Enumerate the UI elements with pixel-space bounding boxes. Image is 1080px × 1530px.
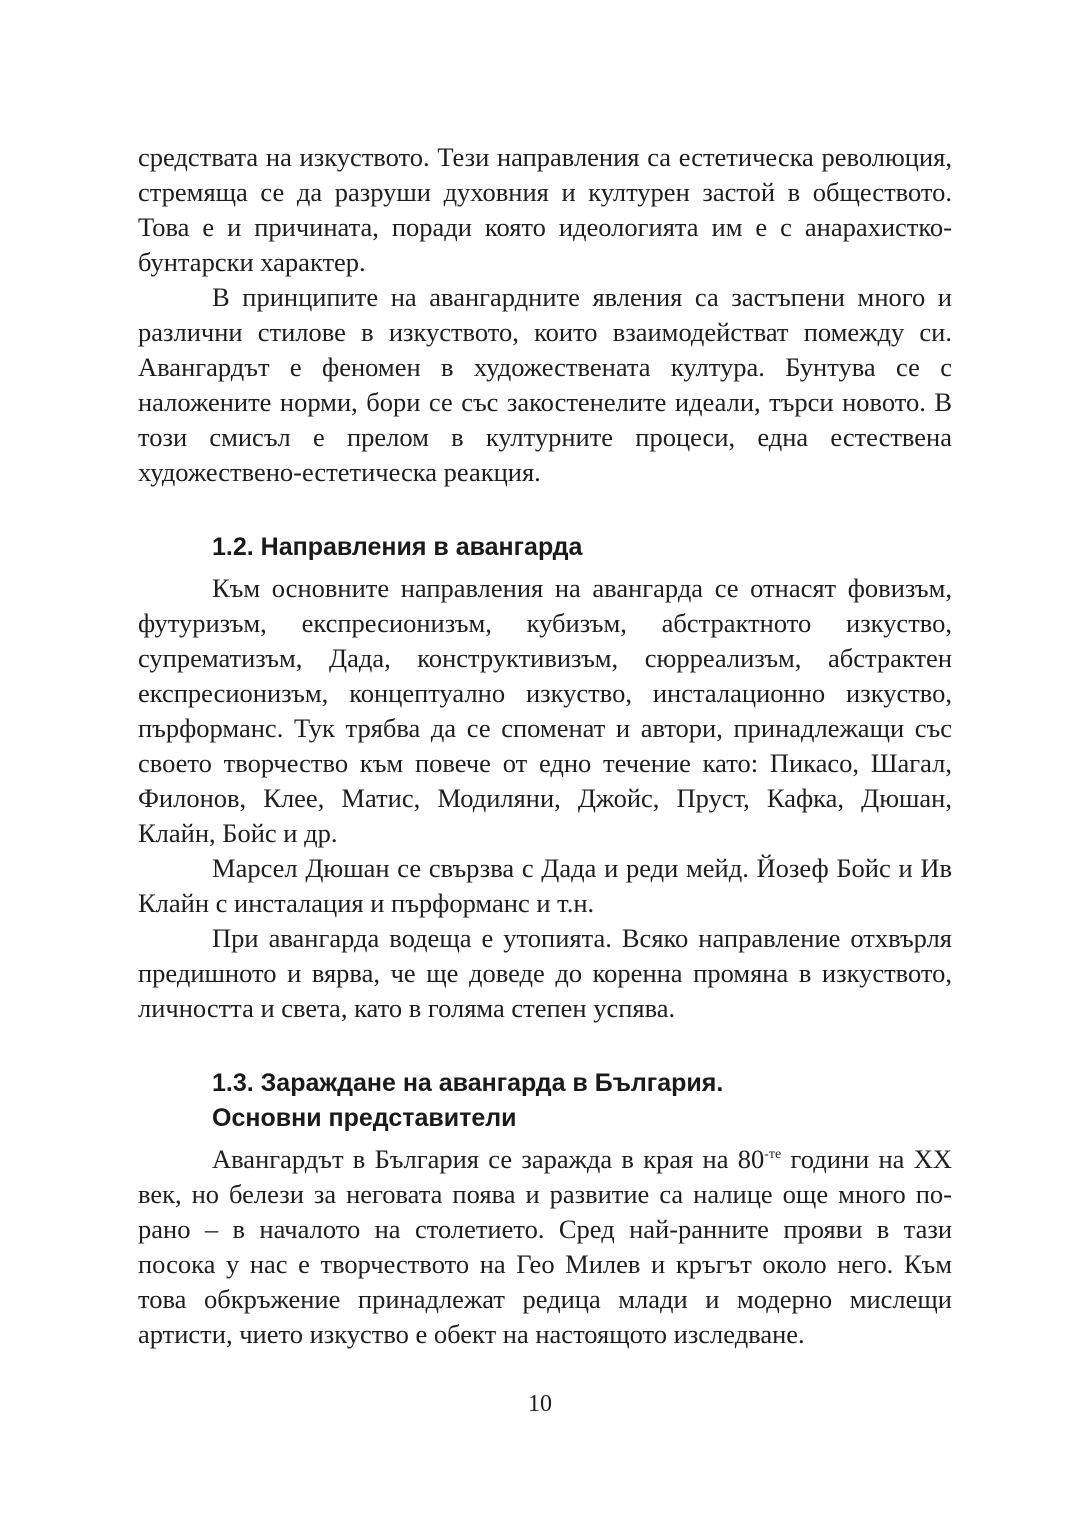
ordinal-suffix: -те	[764, 1147, 782, 1162]
section-1-2-paragraph-1: Към основните направления на авангарда се отнасят фовизъм, футуризъм, експресионизъм, кубизъм, абстрактното изкуство, супрематизъм, Дада, конструктивизъм, сюрреализъм, абстрактен експресионизъм, концептуално изкуство, инсталационно изкуство, пърформанс. Тук трябва да се споменат и автори, принадлежащи със своето творчество към повече от едно течение като: Пикасо, Шагал, Филонов, Клее, Матис, Модиляни, Джойс, Пруст, Кафка, Дюшан, Клайн, Бойс и др.	[138, 573, 952, 848]
section-1-2-paragraph-3: При авангарда водеща е утопията. Всяко направление отхвърля предишното и вярва, че ще доведе до коренна промяна в изкуството, личността и света, като в голяма степен успява.	[138, 923, 952, 1023]
section-1-3-paragraph-1-end: години на XX век, но белези за неговата поява и развитие са налице още много по-рано – в началото на столетието. Сред най-ранните прояви в тази посока у нас е творчеството на Гео Милев и кръгът около него. Към това обкръжение принадлежат редица млади и модерно мислещи артисти, чието изкуство е обект на настоящото изследване.	[138, 1144, 952, 1349]
section-1-3-paragraph-1-start: Авангардът в България се заражда в края на 80	[212, 1144, 765, 1174]
section-1-3-heading	[212, 1066, 952, 1136]
section-1-2-paragraph-2: Марсел Дюшан се свързва с Дада и реди мейд. Йозеф Бойс и Ив Клайн с инсталация и пърформанс и т.н.	[138, 853, 952, 918]
section-1-3-heading-line-2: Основни представители	[212, 1104, 517, 1132]
section-1-2-heading	[212, 530, 952, 565]
intro-paragraph-1: средствата на изкуството. Тези направления са естетическа революция, стремяща се да разруши духовния и културен застой в обществото. Това е и причината, поради която идеологията им е с анарахистко-бунтарски характер.	[138, 142, 952, 277]
intro-paragraph-2: В принципите на авангардните явления са застъпени много и различни стилове в изкуството, които взаимодействат помежду си. Авангардът е феномен в художествената култура. Бунтува се с наложените норми, бори се със закостенелите идеали, търси новото. В този смисъл е прелом в културните процеси, една естествена художествено-естетическа реакция.	[138, 282, 952, 487]
section-1-2-heading-text: 1.2. Направления в авангарда	[212, 533, 583, 561]
section-1-3-heading-line-1: 1.3. Зараждане на авангарда в България.	[212, 1069, 724, 1097]
section-1-3-paragraph-1	[138, 1142, 952, 1352]
page-number: 10	[528, 1391, 552, 1417]
